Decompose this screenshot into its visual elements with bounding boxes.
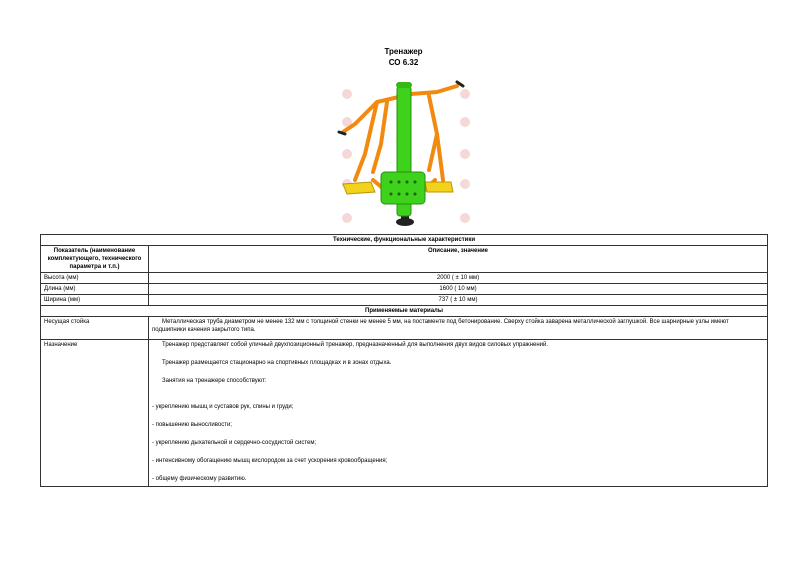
header-desc: Описание, значение (149, 246, 768, 273)
list-item: - укреплению дыхательной и сердечно-сосудистой систем; (152, 440, 317, 446)
width-value: 737 ( ± 10 мм) (149, 295, 768, 306)
length-label: Длина (мм) (41, 284, 149, 295)
header-param: Показатель (наименование комплектующего, технического параметра и т.п.) (41, 246, 149, 273)
table-row (41, 317, 768, 340)
post-label: Несущая стойка (41, 317, 149, 340)
purpose-label: Назначение (41, 340, 149, 487)
height-value: 2000 ( ± 10 мм) (149, 273, 768, 284)
purpose-paragraph-3: Занятия на тренажере способствуют: (162, 378, 267, 384)
section-title-tech: Технические, функциональные характеристики (41, 235, 768, 246)
right-arm (411, 86, 457, 94)
spec-table (40, 234, 768, 487)
width-label: Ширина (мм) (41, 295, 149, 306)
table-row (41, 340, 768, 487)
pivot-housing (381, 172, 425, 204)
height-label: Высота (мм) (41, 273, 149, 284)
section-title-materials: Применяемые материалы (41, 306, 768, 317)
post-cell (149, 317, 768, 340)
post-description: Металлическая труба диаметром не менее 132 мм с толщиной стенки не менее 5 мм, на постаменте под бетонирование. Сверху стойка заварена металлической заглушкой. Все шарнирные узлы имеют подшипники качения закрытого типа. (152, 319, 729, 333)
length-value: 1600 ( 10 мм) (149, 284, 768, 295)
purpose-paragraph-1: Тренажер представляет собой уличный двухпозиционный тренажер, предназначенный для выполнения двух видов силовых упражнений. (162, 342, 549, 348)
section-row (41, 235, 768, 246)
list-item: - интенсивному обогащению мышц кислородом за счет ускорения кровообращения; (152, 458, 388, 464)
page-title: Тренажер (384, 47, 423, 56)
section-row (41, 306, 768, 317)
model-number: СО 6.32 (388, 58, 419, 67)
table-row (41, 284, 768, 295)
purpose-paragraph-2: Тренажер размещается стационарно на спортивных площадках и в зонах отдыха. (162, 360, 392, 366)
list-item: - повышению выносливости; (152, 422, 232, 428)
table-row (41, 295, 768, 306)
product-image (325, 72, 485, 232)
table-header-row (41, 246, 768, 273)
left-seat (343, 182, 375, 194)
list-item: - укреплению мышц и суставов рук, спины и груди; (152, 404, 294, 410)
right-seat (425, 182, 453, 192)
purpose-cell (149, 340, 768, 487)
list-item: - общему физическому развитию. (152, 476, 247, 482)
table-row (41, 273, 768, 284)
